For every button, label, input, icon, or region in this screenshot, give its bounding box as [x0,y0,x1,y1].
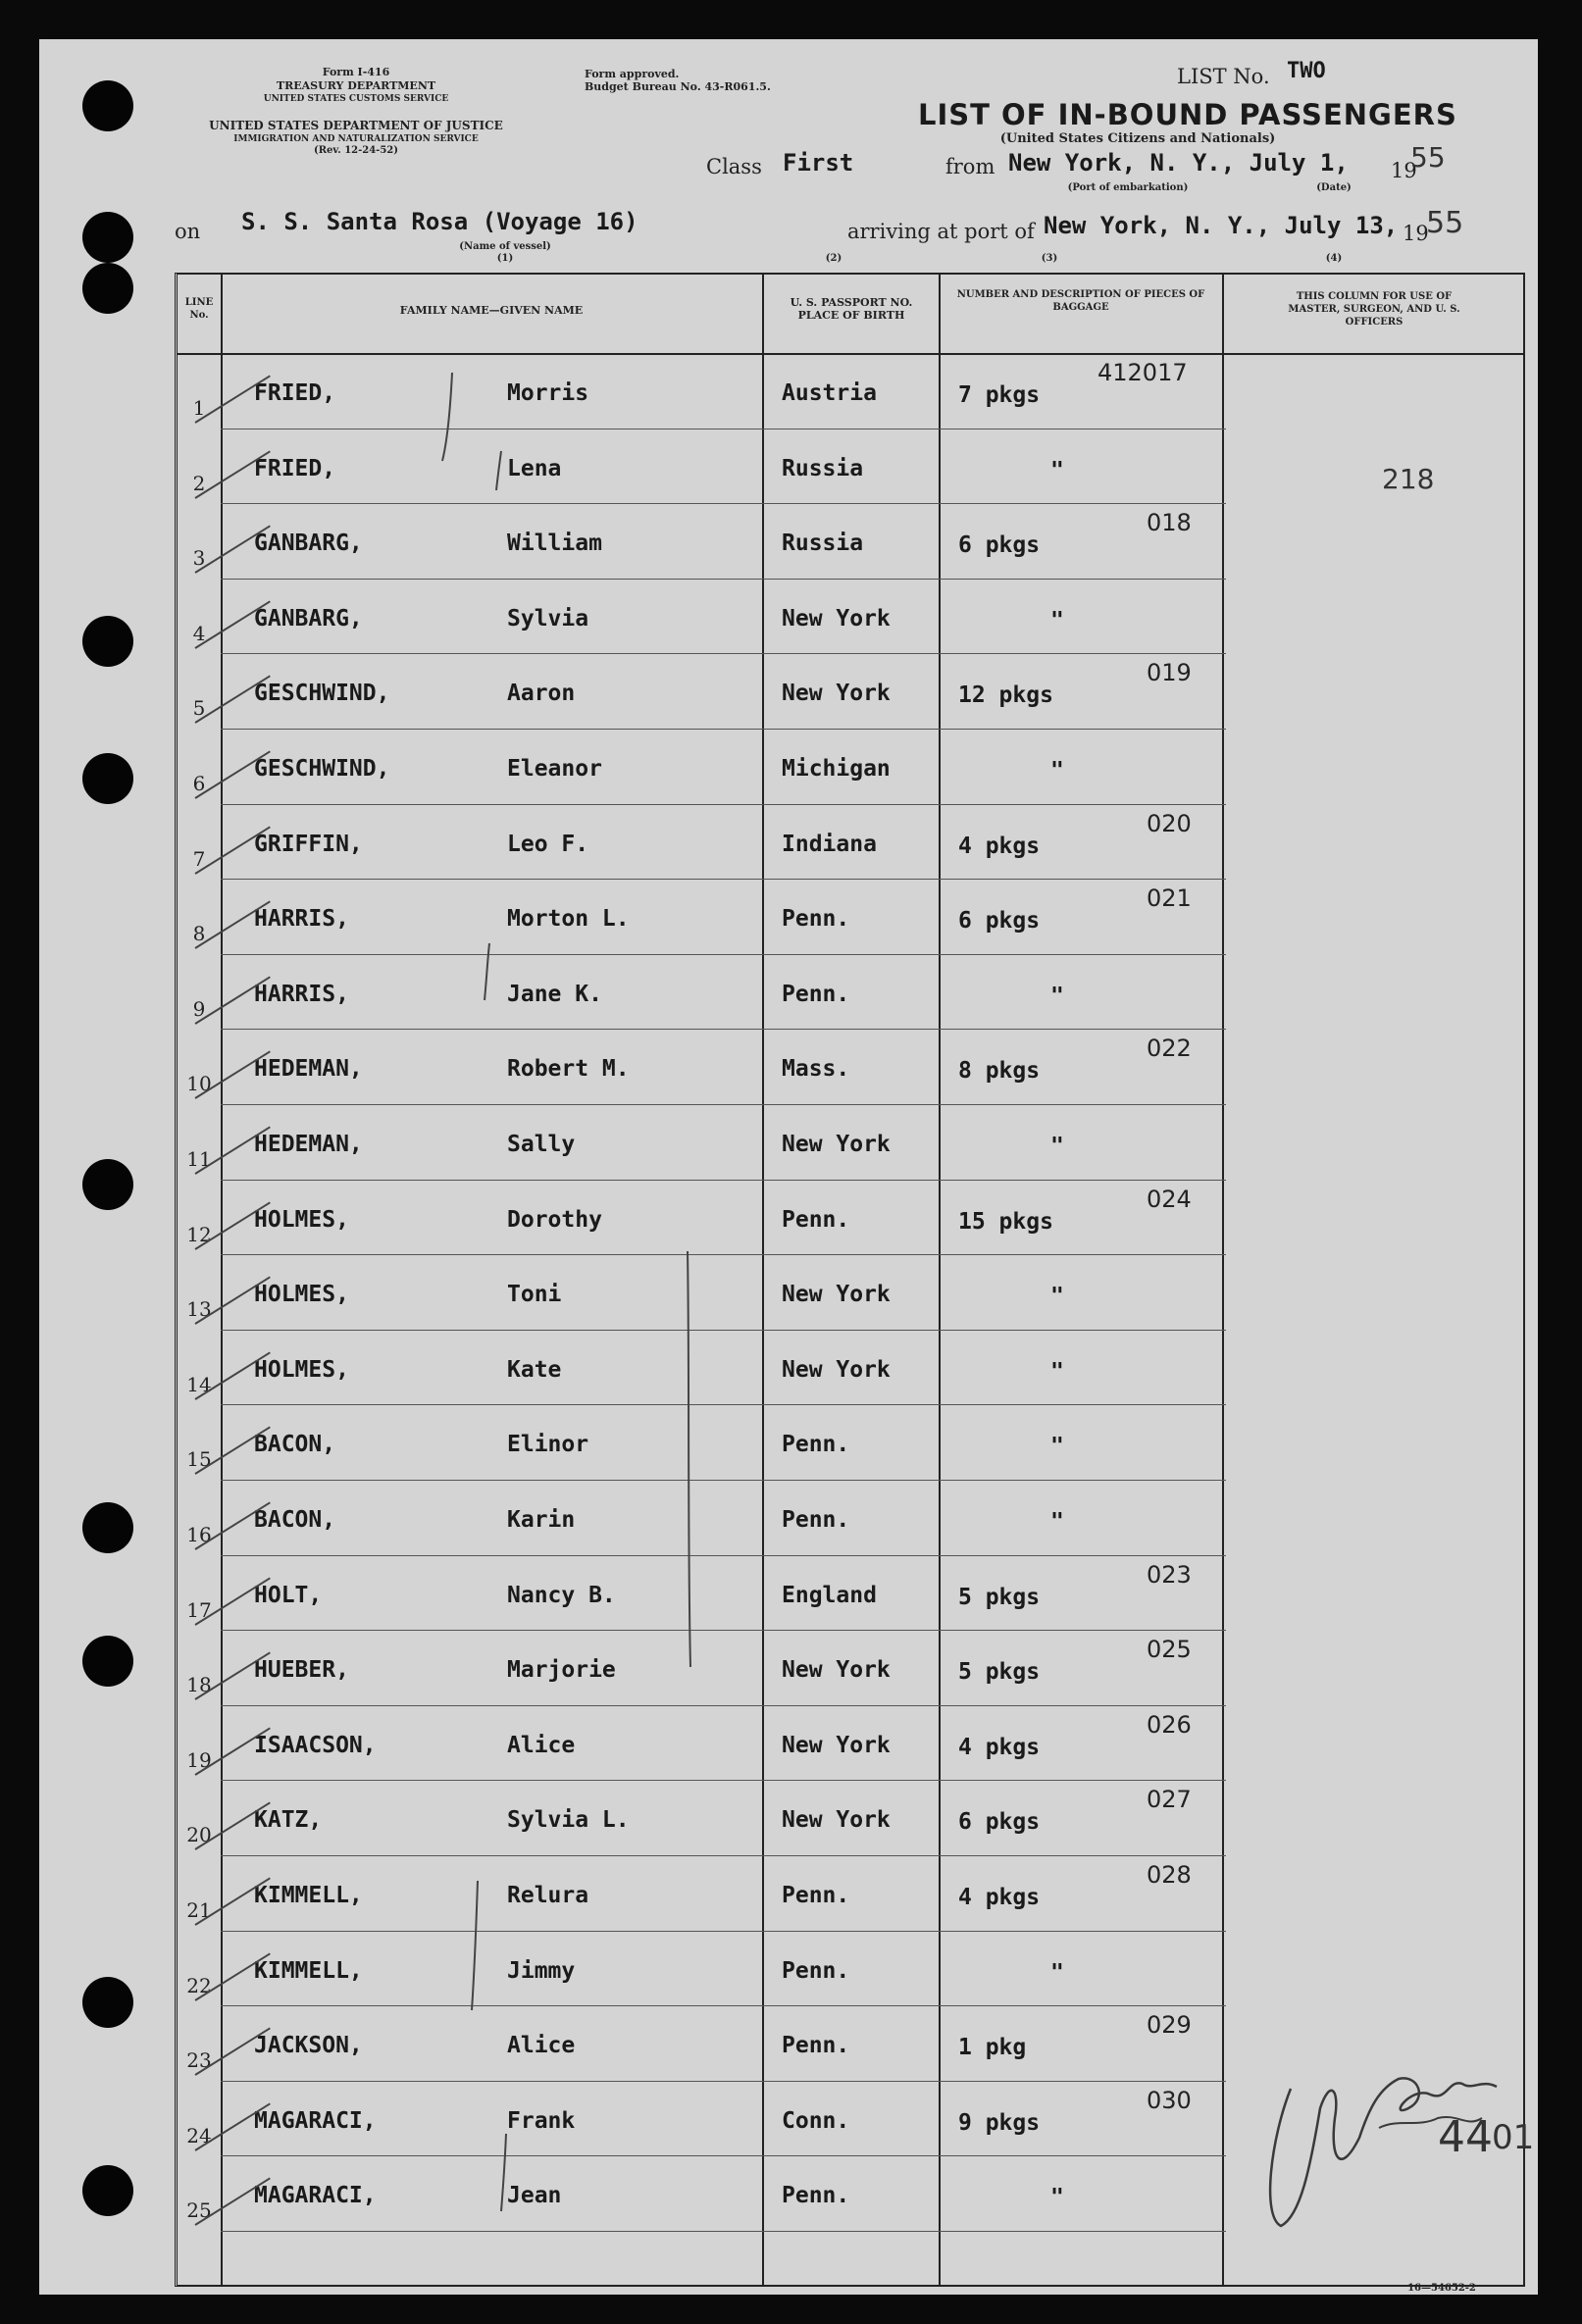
line-number: 5 [192,696,206,721]
line-number: 7 [192,846,206,871]
class-label: Class [706,155,762,178]
given-name: Nancy B. [507,1582,616,1608]
row-divider [221,1180,1226,1181]
row-divider [221,653,1226,654]
row-divider [221,1029,1226,1030]
place-of-birth: Russia [782,455,864,481]
family-name: ISAACSON, [254,1732,377,1758]
family-name: GRIFFIN, [254,831,363,857]
justice-dept: UNITED STATES DEPARTMENT OF JUSTICE [209,119,503,132]
given-name: Sally [507,1132,576,1157]
vessel-note: (Name of vessel) [459,241,551,252]
given-name: Jean [507,2183,562,2209]
baggage-pkgs: 4 pkgs [958,1734,1041,1760]
baggage-pkgs: 6 pkgs [958,908,1041,935]
col3-note: (3) [1041,253,1058,264]
punch-hole [82,80,133,131]
form-number: Form I-416 [322,66,390,78]
revision-date: (Rev. 12-24-52) [314,145,398,156]
given-name: Alice [507,1732,576,1758]
port-embarkation-note: (Port of embarkation) [1067,182,1189,193]
ins-service: IMMIGRATION AND NATURALIZATION SERVICE [233,134,479,144]
passenger-table [175,273,1535,2287]
line-number: 8 [192,922,206,946]
row-divider [221,579,1226,580]
given-name: Aaron [507,681,576,707]
family-name: KATZ, [254,1807,323,1834]
given-name: Elinor [507,1432,589,1458]
arrival-value: New York, N. Y., July 13, [1044,212,1399,239]
family-name: HARRIS, [254,981,349,1007]
given-name: Morton L. [507,906,630,933]
baggage-pkgs: " [1050,457,1064,483]
line-number: 21 [186,1898,212,1922]
header-passport: U. S. PASSPORT NO. PLACE OF BIRTH [790,296,913,322]
given-name: Jane K. [507,981,602,1007]
baggage-number: 412017 [1097,359,1188,386]
place-of-birth: Penn. [782,981,850,1007]
baggage-pkgs: 5 pkgs [958,1584,1041,1610]
place-of-birth: England [782,1582,877,1608]
row-divider [221,2231,1226,2232]
punch-hole [82,263,133,314]
line-number: 22 [186,1973,212,1997]
place-of-birth: Penn. [782,1957,850,1984]
given-name: Jimmy [507,1957,576,1984]
row-divider [221,1705,1226,1706]
line-number: 20 [186,1823,212,1847]
family-name: GESCHWIND, [254,756,390,782]
arrival-year-handwritten: 55 [1426,206,1464,240]
row-divider [221,1330,1226,1331]
line-number: 3 [192,546,206,571]
baggage-pkgs: 6 pkgs [958,1809,1041,1836]
line-number: 11 [186,1147,212,1171]
place-of-birth: Conn. [782,2107,850,2134]
family-name: BACON, [254,1432,336,1458]
family-name: HEDEMAN, [254,1056,363,1083]
baggage-pkgs: 1 pkg [958,2035,1027,2061]
line-number: 12 [186,1222,212,1246]
given-name: Marjorie [507,1657,616,1684]
baggage-pkgs: " [1050,1509,1064,1535]
on-label: on [175,220,201,243]
baggage-number: 022 [1147,1035,1192,1063]
line-number: 9 [192,996,206,1021]
pen-strokes [178,275,1523,2285]
family-name: KIMMELL, [254,1883,363,1908]
vessel-name: S. S. Santa Rosa (Voyage 16) [241,208,638,235]
manifest-page [39,39,1538,2295]
baggage-number: 018 [1147,509,1192,537]
family-name: FRIED, [254,455,336,481]
from-year-handwritten: 55 [1410,141,1446,174]
place-of-birth: New York [782,605,891,632]
header-name: FAMILY NAME—GIVEN NAME [399,304,584,317]
document-title: LIST OF IN-BOUND PASSENGERS [918,98,1457,131]
line-number: 16 [186,1523,212,1546]
baggage-pkgs: " [1050,1358,1064,1385]
family-name: HEDEMAN, [254,1132,363,1157]
officer-note: 218 [1382,463,1435,495]
header-baggage: NUMBER AND DESCRIPTION OF PIECES OF BAGGAGE [956,289,1205,313]
row-divider [221,1555,1226,1556]
from-year-prefix: 19 [1391,159,1417,182]
baggage-number: 027 [1147,1786,1192,1814]
family-name: KIMMELL, [254,1957,363,1984]
baggage-number: 026 [1147,1710,1192,1739]
given-name: Alice [507,2033,576,2059]
line-number: 17 [186,1597,212,1622]
place-of-birth: Penn. [782,1883,850,1908]
line-number: 14 [186,1372,212,1396]
given-name: Relura [507,1883,589,1908]
baggage-pkgs: " [1050,607,1064,633]
row-divider [221,1254,1226,1255]
baggage-pkgs: 7 pkgs [958,382,1041,408]
family-name: MAGARACI, [254,2107,377,2134]
punch-hole [82,1977,133,2028]
given-name: Kate [507,1356,562,1383]
family-name: HUEBER, [254,1657,349,1684]
family-name: HARRIS, [254,906,349,933]
given-name: Karin [507,1507,576,1533]
line-number: 18 [186,1673,212,1697]
row-divider [221,1780,1226,1781]
form-approved: Form approved. [585,68,680,80]
row-divider [221,1855,1226,1856]
baggage-pkgs: 4 pkgs [958,1885,1041,1910]
baggage-pkgs: 4 pkgs [958,833,1041,859]
place-of-birth: New York [782,1807,891,1834]
arrival-year-prefix: 19 [1403,222,1429,245]
family-name: HOLT, [254,1582,323,1608]
given-name: Leo F. [507,831,589,857]
place-of-birth: Penn. [782,2033,850,2059]
header-line-no: LINE No. [184,297,214,321]
row-divider [221,804,1226,805]
punch-hole [82,753,133,804]
family-name: GANBARG, [254,530,363,557]
baggage-pkgs: 15 pkgs [958,1208,1053,1235]
embarkation-value: New York, N. Y., July 1, [1008,149,1349,177]
punch-hole [82,2165,133,2216]
punch-hole [82,212,133,263]
baggage-number: 029 [1147,2011,1192,2040]
place-of-birth: Michigan [782,756,891,782]
baggage-pkgs: " [1050,1284,1064,1310]
family-name: GESCHWIND, [254,681,390,707]
footer-code: 16—54652-2 [1407,2283,1476,2294]
place-of-birth: Penn. [782,2183,850,2209]
col1-note: (1) [496,253,514,264]
place-of-birth: Austria [782,380,877,406]
line-number: 23 [186,2048,212,2073]
given-name: Robert M. [507,1056,630,1083]
signature-suffix: 01 [1492,2118,1535,2157]
baggage-number: 019 [1147,659,1192,687]
place-of-birth: Russia [782,530,864,557]
place-of-birth: New York [782,1282,891,1308]
baggage-number: 025 [1147,1636,1192,1664]
row-divider [221,1480,1226,1481]
budget-bureau: Budget Bureau No. 43-R061.5. [585,80,771,93]
row-divider [221,2005,1226,2006]
place-of-birth: New York [782,1657,891,1684]
line-number: 4 [192,621,206,645]
line-number: 10 [186,1072,212,1096]
header-officers: THIS COLUMN FOR USE OF MASTER, SURGEON, AND U. S. OFFICERS [1288,291,1460,328]
line-number: 19 [186,1747,212,1772]
place-of-birth: New York [782,681,891,707]
row-divider [221,2081,1226,2082]
col4-note: (4) [1325,253,1343,264]
given-name: Sylvia [507,605,589,632]
row-divider [221,1630,1226,1631]
class-value: First [783,149,854,177]
place-of-birth: Penn. [782,1432,850,1458]
row-divider [221,2155,1226,2156]
signature-number: 44 [1438,2112,1493,2162]
family-name: MAGARACI, [254,2183,377,2209]
row-divider [221,1404,1226,1405]
punch-hole [82,1636,133,1687]
baggage-pkgs: " [1050,983,1064,1009]
list-no-value: TWO [1287,59,1326,83]
baggage-number: 023 [1147,1560,1192,1589]
punch-hole [82,616,133,667]
family-name: BACON, [254,1507,336,1533]
family-name: JACKSON, [254,2033,363,2059]
family-name: GANBARG, [254,605,363,632]
from-label: from [945,155,995,178]
family-name: HOLMES, [254,1356,349,1383]
given-name: Dorothy [507,1206,602,1233]
arriving-label: arriving at port of [847,220,1035,243]
line-number: 6 [192,772,206,795]
row-divider [221,1104,1226,1105]
customs-service: UNITED STATES CUSTOMS SERVICE [263,94,449,104]
baggage-pkgs: " [1050,1959,1064,1986]
document-subtitle: (United States Citizens and Nationals) [999,131,1276,146]
baggage-pkgs: " [1050,758,1064,783]
row-divider [221,879,1226,880]
line-number: 2 [192,471,206,495]
line-number: 13 [186,1297,212,1322]
row-divider [221,729,1226,730]
punch-hole [82,1159,133,1210]
baggage-pkgs: 8 pkgs [958,1058,1041,1085]
place-of-birth: Indiana [782,831,877,857]
row-divider [221,503,1226,504]
list-no-label: LIST No. [1177,65,1270,88]
col2-note: (2) [825,253,842,264]
given-name: Frank [507,2107,576,2134]
baggage-pkgs: 12 pkgs [958,682,1053,709]
baggage-number: 030 [1147,2086,1192,2114]
place-of-birth: New York [782,1132,891,1157]
given-name: Toni [507,1282,562,1308]
baggage-pkgs: 6 pkgs [958,532,1041,559]
given-name: William [507,530,602,557]
place-of-birth: Penn. [782,1507,850,1533]
treasury-dept: TREASURY DEPARTMENT [276,79,436,92]
place-of-birth: Penn. [782,1206,850,1233]
baggage-number: 028 [1147,1861,1192,1889]
date-note: (Date) [1316,182,1352,193]
place-of-birth: New York [782,1356,891,1383]
baggage-pkgs: 9 pkgs [958,2109,1041,2136]
baggage-number: 021 [1147,884,1192,913]
family-name: HOLMES, [254,1282,349,1308]
family-name: HOLMES, [254,1206,349,1233]
row-divider [221,954,1226,955]
line-number: 1 [192,396,206,420]
baggage-pkgs: " [1050,1134,1064,1159]
line-number: 25 [186,2198,212,2223]
baggage-pkgs: " [1050,1434,1064,1460]
given-name: Morris [507,380,589,406]
line-number: 24 [186,2123,212,2147]
punch-hole [82,1502,133,1553]
place-of-birth: Penn. [782,906,850,933]
given-name: Lena [507,455,562,481]
baggage-pkgs: 5 pkgs [958,1659,1041,1686]
line-number: 15 [186,1447,212,1472]
row-divider [221,1931,1226,1932]
baggage-number: 024 [1147,1185,1192,1213]
family-name: FRIED, [254,380,336,406]
place-of-birth: New York [782,1732,891,1758]
given-name: Eleanor [507,756,602,782]
baggage-pkgs: " [1050,2185,1064,2211]
baggage-number: 020 [1147,809,1192,837]
place-of-birth: Mass. [782,1056,850,1083]
given-name: Sylvia L. [507,1807,630,1834]
